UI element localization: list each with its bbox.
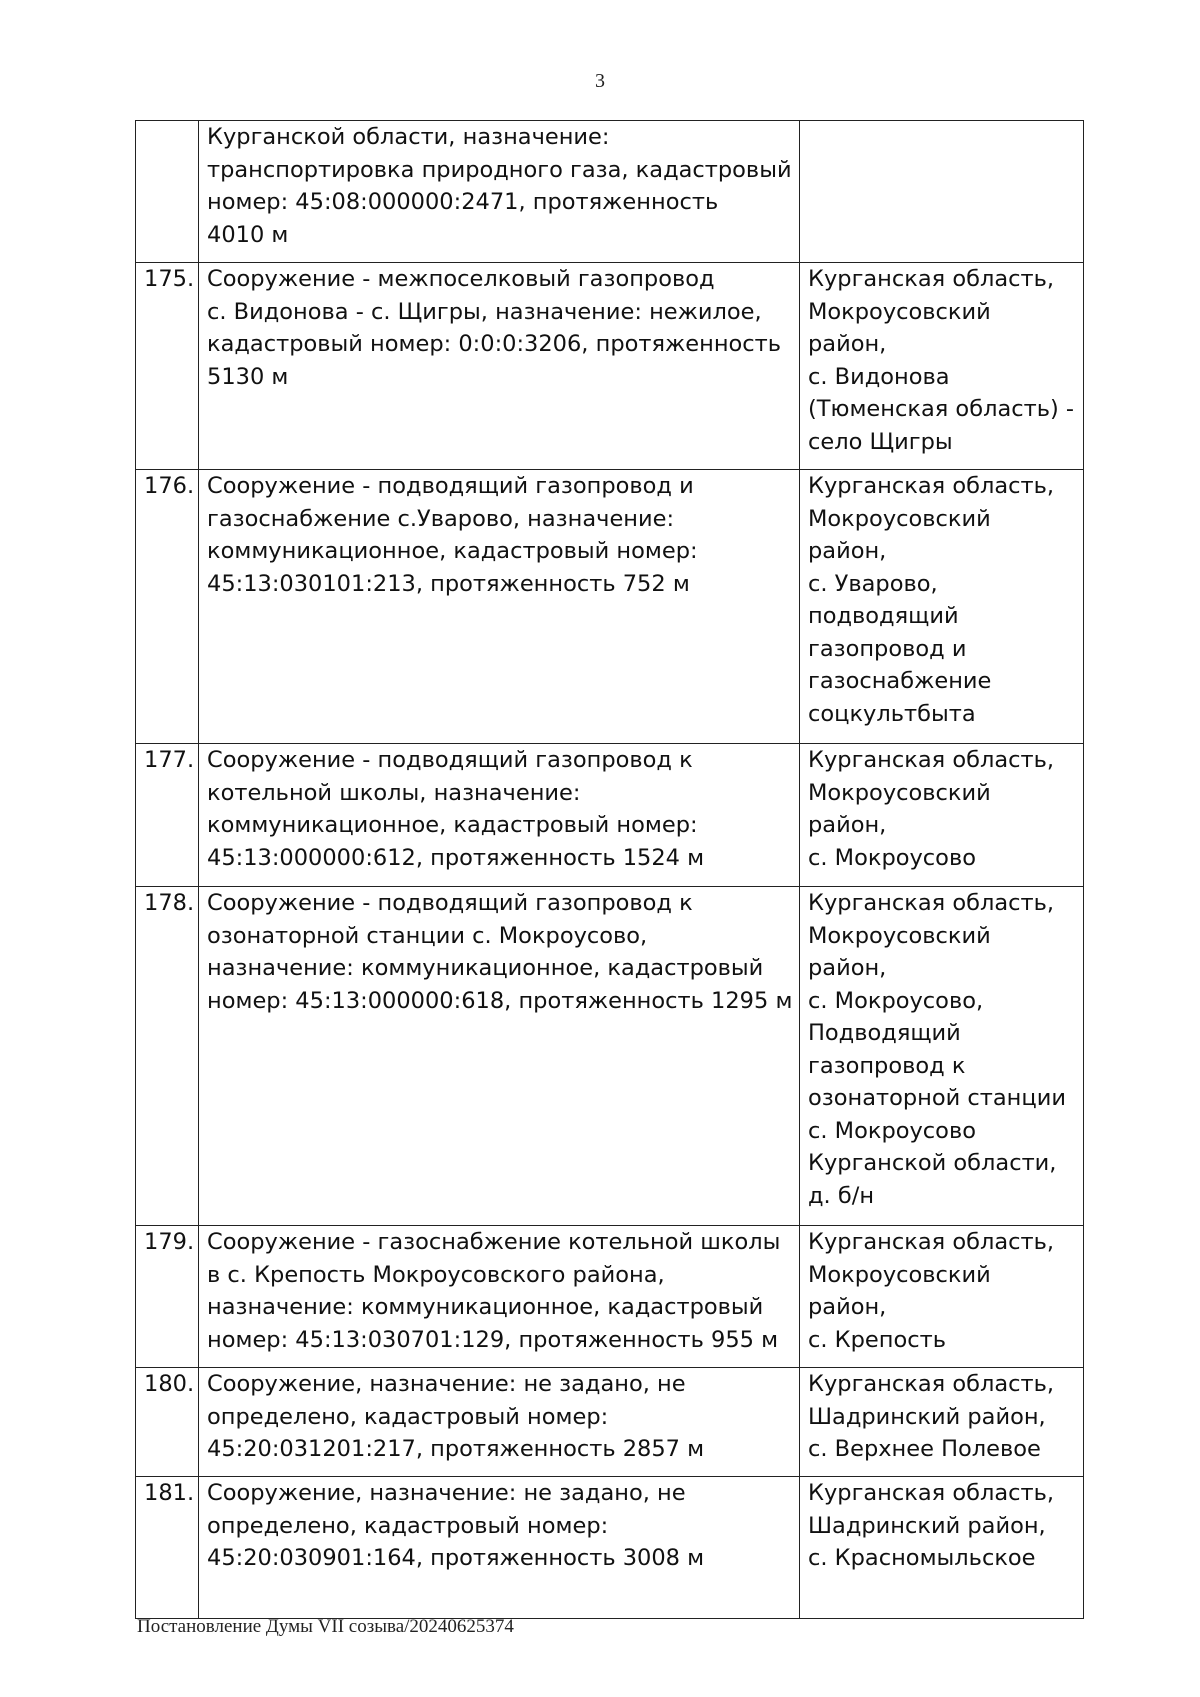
table-row	[136, 1477, 1084, 1619]
object-address: Курганская область, Мокроусовский район, с. Крепость	[800, 1226, 1084, 1368]
table-row	[136, 1226, 1084, 1368]
object-description: Сооружение, назначение: не задано, не определено, кадастровый номер: 45:20:031201:217, протяженность 2857 м	[199, 1368, 800, 1477]
object-address: Курганская область, Мокроусовский район, с. Видонова (Тюменская область) - село Щигры	[800, 263, 1084, 470]
object-address	[800, 121, 1084, 263]
table-row	[136, 1368, 1084, 1477]
object-address: Курганская область, Шадринский район, с. Верхнее Полевое	[800, 1368, 1084, 1477]
object-address: Курганская область, Шадринский район, с. Красномыльское	[800, 1477, 1084, 1619]
object-description: Сооружение - подводящий газопровод к озонаторной станции с. Мокроусово, назначение: коммуникационное, кадастровый номер: 45:13:000000:618, протяженность 1295 м	[199, 887, 800, 1226]
object-address: Курганская область, Мокроусовский район, с. Мокроусово	[800, 744, 1084, 887]
row-number	[136, 121, 199, 263]
table-row	[136, 887, 1084, 1226]
object-description: Курганской области, назначение: транспортировка природного газа, кадастровый номер: 45:08:000000:2471, протяженность 4010 м	[199, 121, 800, 263]
property-table	[135, 120, 1084, 1619]
object-description: Сооружение - подводящий газопровод к котельной школы, назначение: коммуникационное, кадастровый номер: 45:13:000000:612, протяженность 1524 м	[199, 744, 800, 887]
row-number: 176.	[136, 470, 199, 744]
table-row	[136, 263, 1084, 470]
document-footer: Постановление Думы VII созыва/20240625374	[137, 1616, 514, 1637]
row-number: 177.	[136, 744, 199, 887]
object-description: Сооружение - подводящий газопровод и газоснабжение с.Уварово, назначение: коммуникационное, кадастровый номер: 45:13:030101:213, протяженность 752 м	[199, 470, 800, 744]
object-address: Курганская область, Мокроусовский район, с. Уварово, подводящий газопровод и газоснабжение соцкультбыта	[800, 470, 1084, 744]
row-number: 180.	[136, 1368, 199, 1477]
row-number: 175.	[136, 263, 199, 470]
object-description: Сооружение, назначение: не задано, не определено, кадастровый номер: 45:20:030901:164, протяженность 3008 м	[199, 1477, 800, 1619]
page-number: 3	[595, 70, 605, 92]
row-number: 178.	[136, 887, 199, 1226]
table-row	[136, 744, 1084, 887]
object-address: Курганская область, Мокроусовский район, с. Мокроусово, Подводящий газопровод к озонаторной станции с. Мокроусово Курганской области, д. б/н	[800, 887, 1084, 1226]
table-row	[136, 470, 1084, 744]
row-number: 179.	[136, 1226, 199, 1368]
object-description: Сооружение - газоснабжение котельной школы в с. Крепость Мокроусовского района, назначение: коммуникационное, кадастровый номер: 45:13:030701:129, протяженность 955 м	[199, 1226, 800, 1368]
row-number: 181.	[136, 1477, 199, 1619]
table-row	[136, 121, 1084, 263]
object-description: Сооружение - межпоселковый газопровод с. Видонова - с. Щигры, назначение: нежилое, кадастровый номер: 0:0:0:3206, протяженность 5130 м	[199, 263, 800, 470]
